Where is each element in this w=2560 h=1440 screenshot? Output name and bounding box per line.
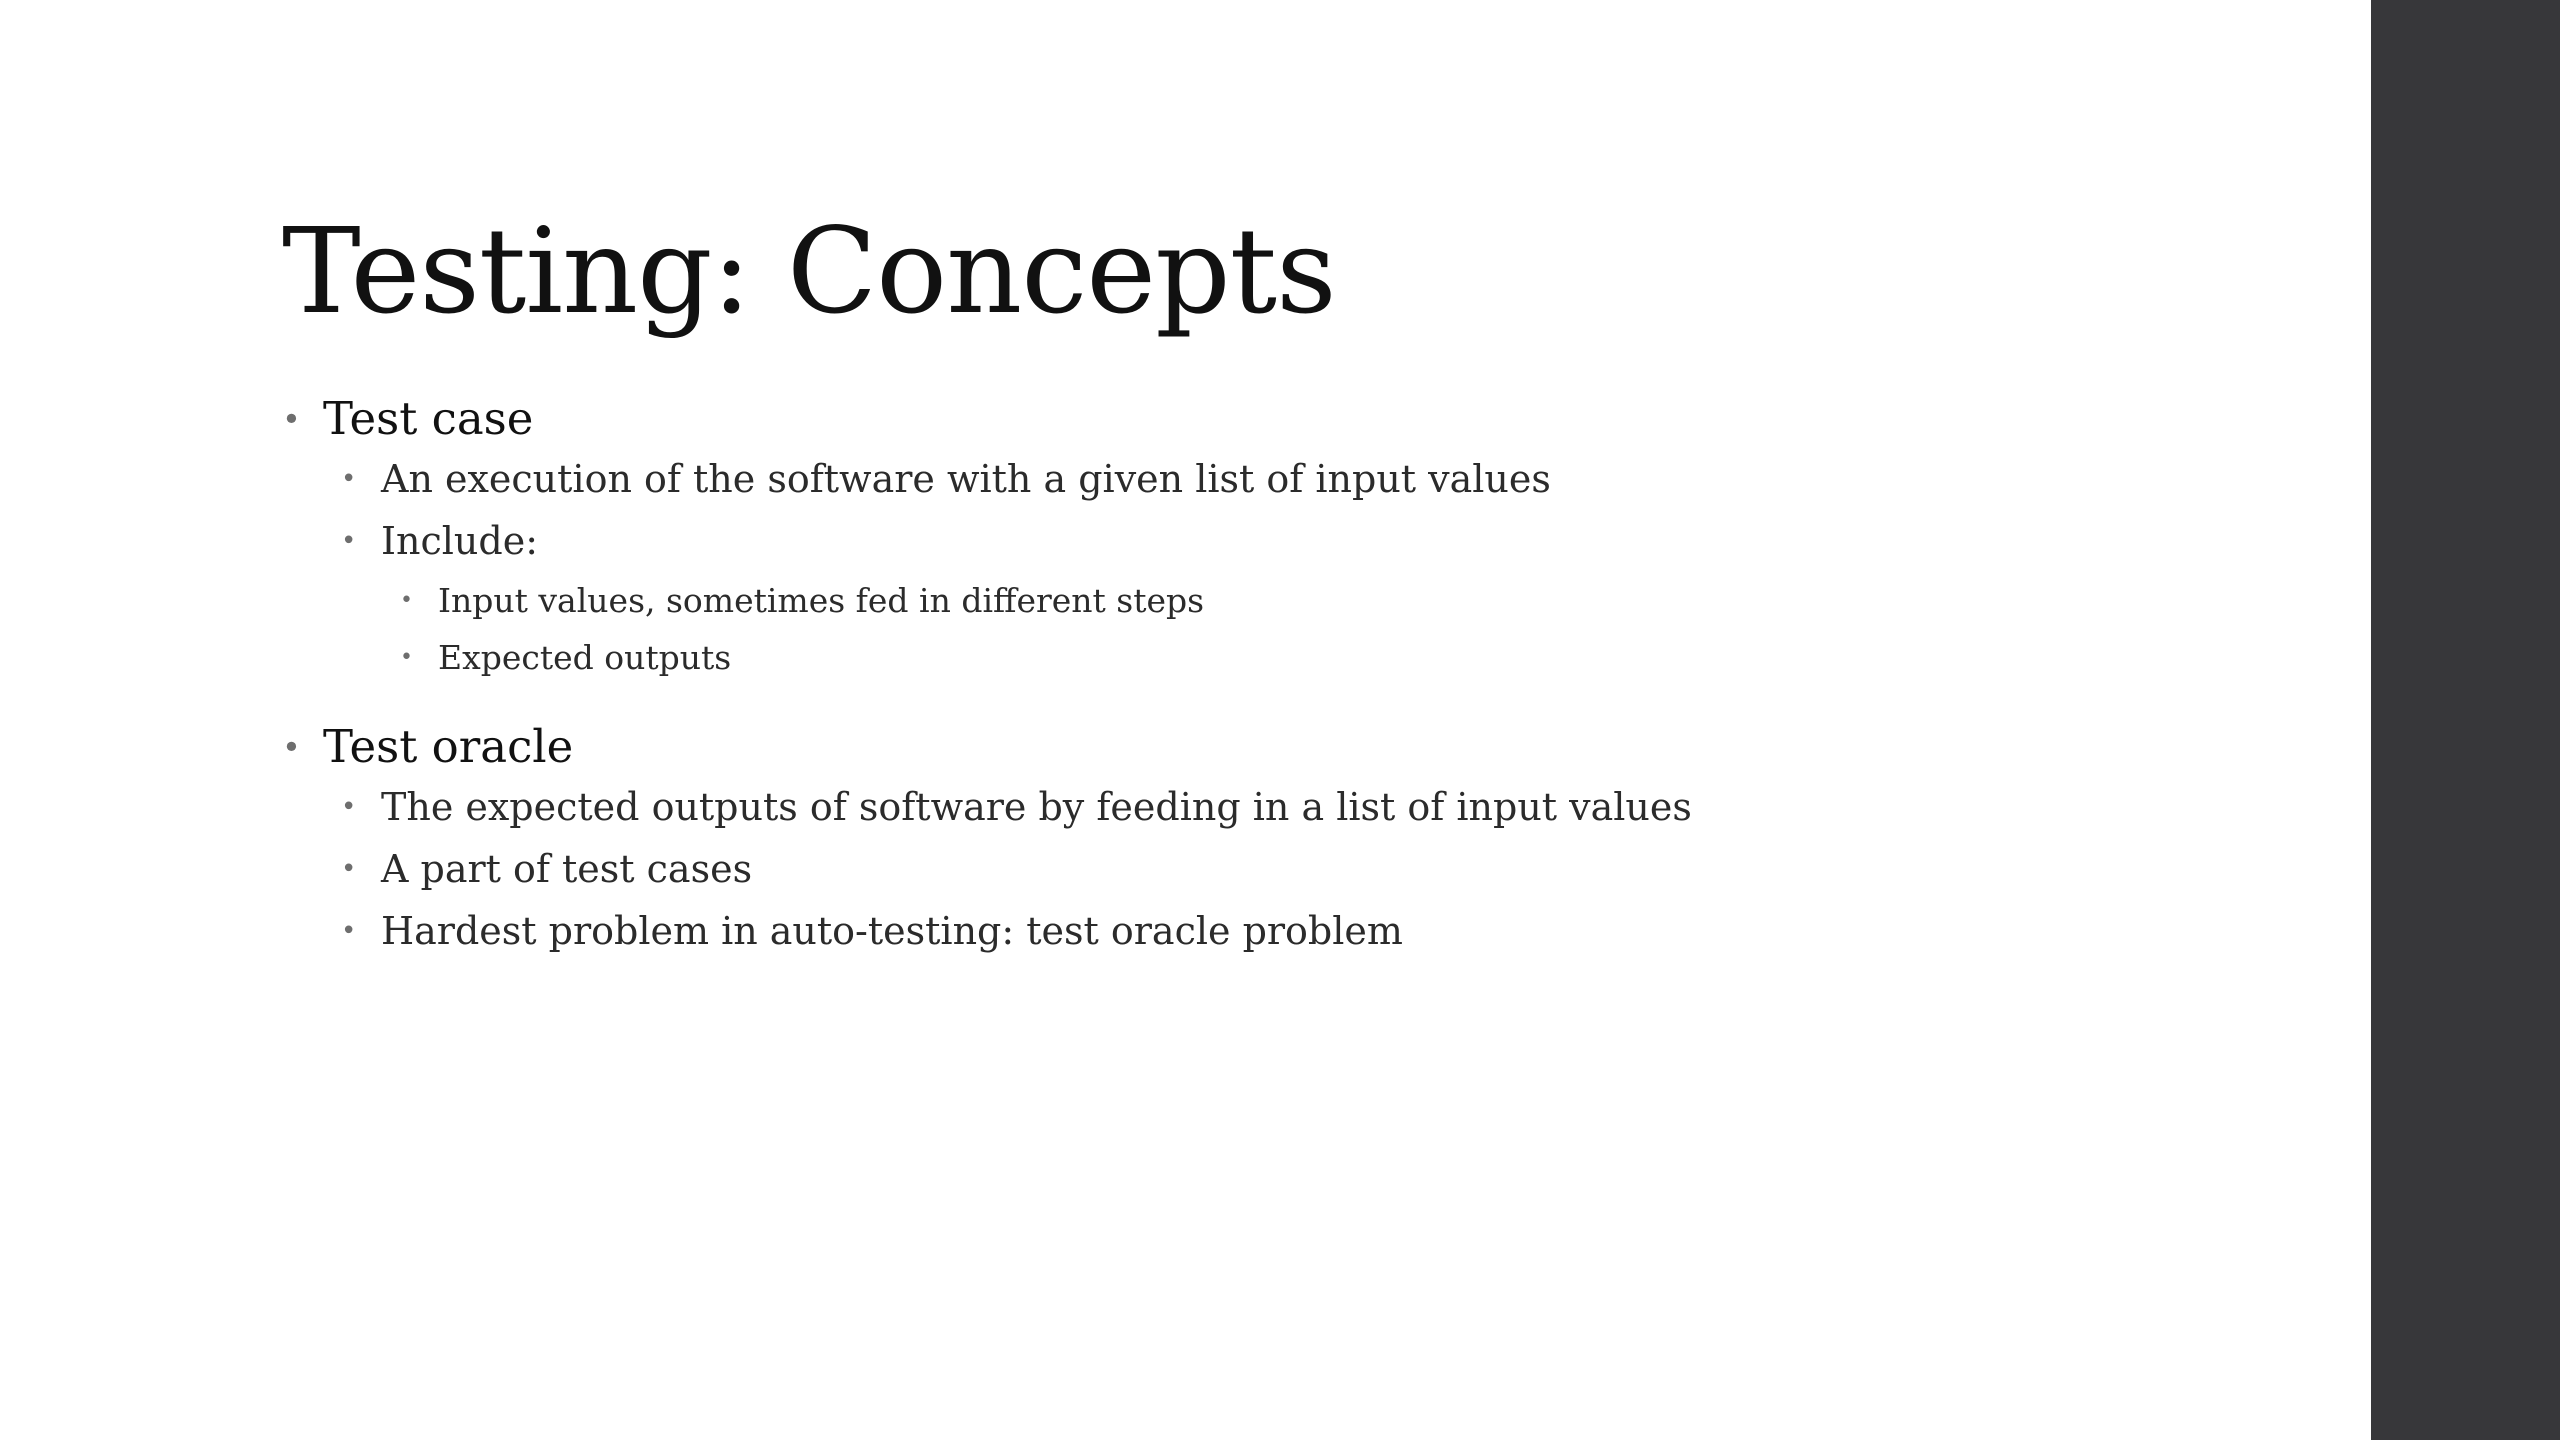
bullet-icon: • <box>400 588 413 613</box>
sub-bullet-text: The expected outputs of software by feeding in a list of input values <box>381 785 1692 829</box>
bullet-icon: • <box>282 400 301 438</box>
sub-bullet <box>282 448 2282 510</box>
sub-bullet <box>282 900 2282 962</box>
sub-sub-bullet-text: Expected outputs <box>438 638 732 677</box>
sub-bullet <box>282 510 2282 572</box>
sub-bullet <box>282 838 2282 900</box>
bullet-icon: • <box>341 526 357 556</box>
slide-body <box>282 390 2282 962</box>
sub-bullet-text: Hardest problem in auto-testing: test oracle problem <box>381 909 1403 953</box>
sub-bullet-text: Include: <box>381 519 539 563</box>
sub-sub-bullet-text: Input values, sometimes fed in different steps <box>438 581 1205 620</box>
bullet-test-case <box>282 390 2282 448</box>
bullet-icon: • <box>341 854 357 884</box>
sub-sub-bullet <box>282 572 2282 629</box>
sub-bullet <box>282 776 2282 838</box>
sub-bullet-text: An execution of the software with a given list of input values <box>381 457 1551 501</box>
bullet-test-oracle <box>282 718 2282 776</box>
bullet-icon: • <box>341 464 357 494</box>
sub-bullet-text: A part of test cases <box>381 847 753 891</box>
sub-sub-bullet <box>282 629 2282 686</box>
slide-sidebar-band <box>2371 0 2560 1440</box>
bullet-text: Test oracle <box>323 720 574 773</box>
slide-title: Testing: Concepts <box>282 202 1336 340</box>
bullet-icon: • <box>341 916 357 946</box>
bullet-icon: • <box>282 728 301 766</box>
bullet-text: Test case <box>323 392 534 445</box>
bullet-icon: • <box>400 645 413 670</box>
bullet-icon: • <box>341 792 357 822</box>
